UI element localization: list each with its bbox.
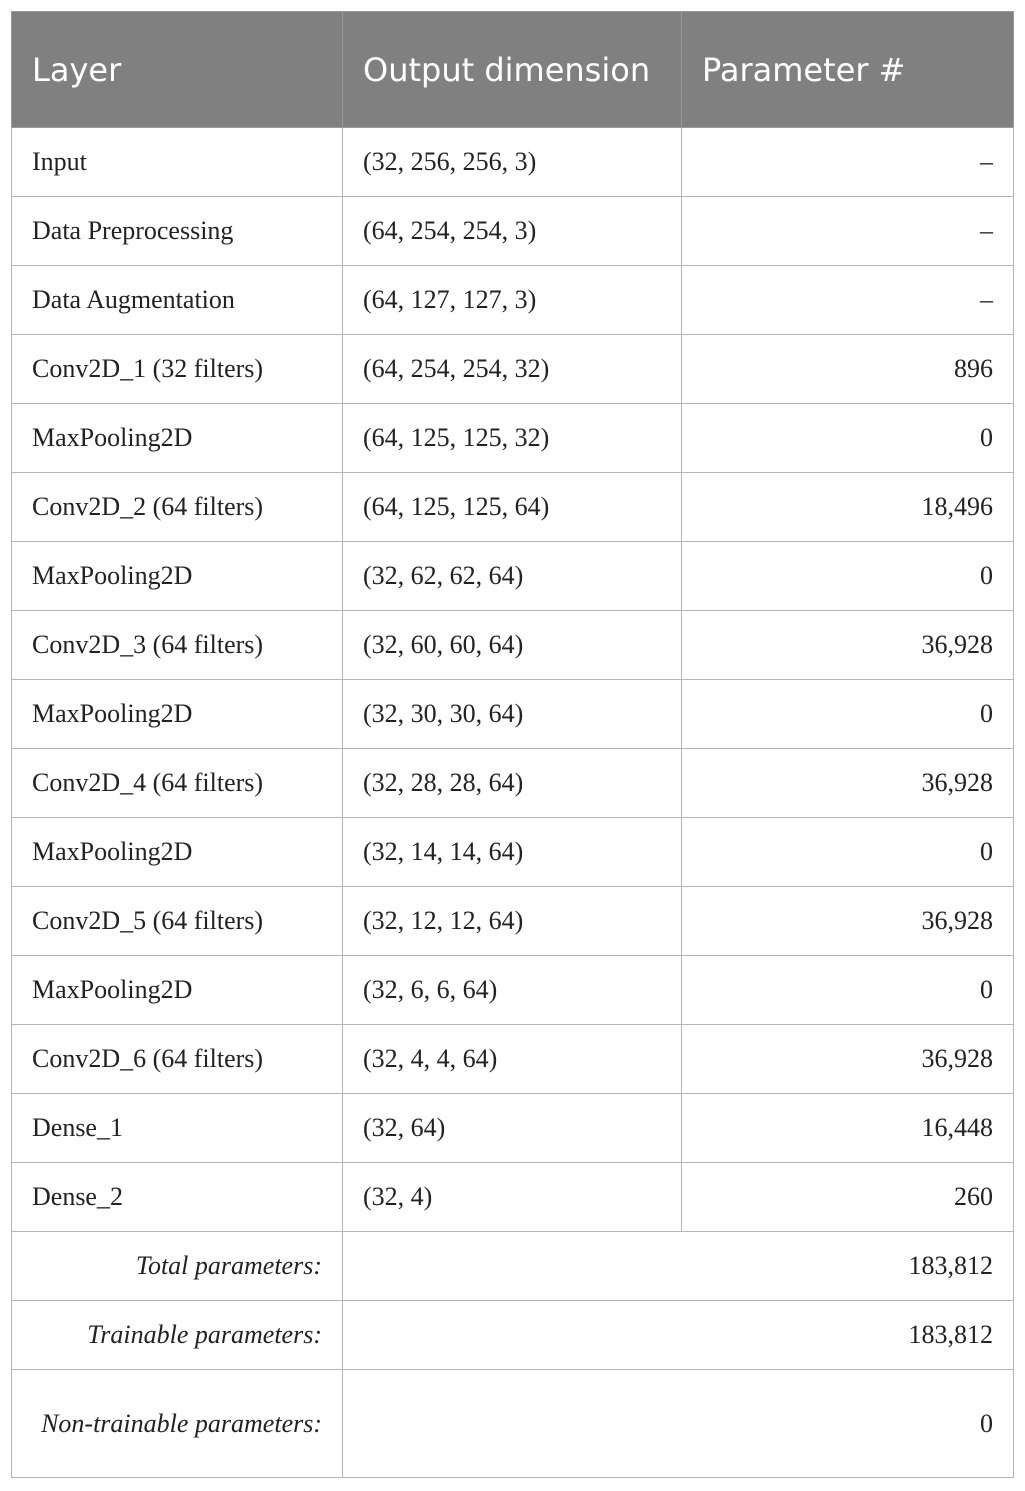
header-parameter-count: Parameter #: [682, 12, 1014, 128]
params-cell: 36,928: [682, 887, 1014, 956]
output-cell: (64, 125, 125, 64): [343, 473, 682, 542]
table-row: [12, 1094, 1014, 1163]
layer-cell: MaxPooling2D: [12, 404, 343, 473]
summary-row-total: [12, 1232, 1014, 1301]
params-cell: –: [682, 197, 1014, 266]
layer-cell: MaxPooling2D: [12, 818, 343, 887]
summary-row-non-trainable: [12, 1370, 1014, 1478]
layer-cell: Conv2D_1 (32 filters): [12, 335, 343, 404]
layer-cell: Dense_2: [12, 1163, 343, 1232]
table-row: [12, 818, 1014, 887]
header-layer: Layer: [12, 12, 343, 128]
table-row: [12, 680, 1014, 749]
table-header: [12, 12, 1014, 128]
output-cell: (64, 125, 125, 32): [343, 404, 682, 473]
summary-row-trainable: [12, 1301, 1014, 1370]
params-cell: 18,496: [682, 473, 1014, 542]
model-summary-table: [11, 11, 1014, 1478]
params-cell: 36,928: [682, 749, 1014, 818]
table-row: [12, 1025, 1014, 1094]
layer-cell: MaxPooling2D: [12, 956, 343, 1025]
layer-cell: Conv2D_6 (64 filters): [12, 1025, 343, 1094]
table-row: [12, 611, 1014, 680]
table-row: [12, 887, 1014, 956]
summary-label: Total parameters:: [12, 1232, 343, 1301]
params-cell: 896: [682, 335, 1014, 404]
layer-cell: MaxPooling2D: [12, 680, 343, 749]
layer-cell: Data Augmentation: [12, 266, 343, 335]
summary-value: 183,812: [343, 1301, 1014, 1370]
output-cell: (32, 4, 4, 64): [343, 1025, 682, 1094]
params-cell: 0: [682, 404, 1014, 473]
table-row: [12, 473, 1014, 542]
layer-cell: Data Preprocessing: [12, 197, 343, 266]
output-cell: (32, 62, 62, 64): [343, 542, 682, 611]
output-cell: (32, 14, 14, 64): [343, 818, 682, 887]
summary-label: Trainable parameters:: [12, 1301, 343, 1370]
table-row: [12, 749, 1014, 818]
table-row: [12, 542, 1014, 611]
output-cell: (32, 6, 6, 64): [343, 956, 682, 1025]
params-cell: 0: [682, 542, 1014, 611]
params-cell: –: [682, 128, 1014, 197]
params-cell: 16,448: [682, 1094, 1014, 1163]
layer-cell: Conv2D_4 (64 filters): [12, 749, 343, 818]
layer-cell: Input: [12, 128, 343, 197]
table-row: [12, 404, 1014, 473]
output-cell: (64, 254, 254, 3): [343, 197, 682, 266]
layer-cell: Conv2D_2 (64 filters): [12, 473, 343, 542]
params-cell: 0: [682, 818, 1014, 887]
output-cell: (64, 127, 127, 3): [343, 266, 682, 335]
output-cell: (32, 64): [343, 1094, 682, 1163]
table-row: [12, 335, 1014, 404]
output-cell: (32, 30, 30, 64): [343, 680, 682, 749]
table-row: [12, 197, 1014, 266]
output-cell: (32, 28, 28, 64): [343, 749, 682, 818]
params-cell: 36,928: [682, 1025, 1014, 1094]
table-row: [12, 266, 1014, 335]
params-cell: 36,928: [682, 611, 1014, 680]
layer-cell: MaxPooling2D: [12, 542, 343, 611]
table-row: [12, 956, 1014, 1025]
params-cell: 0: [682, 680, 1014, 749]
params-cell: –: [682, 266, 1014, 335]
header-row: [12, 12, 1014, 128]
output-cell: (32, 60, 60, 64): [343, 611, 682, 680]
output-cell: (32, 4): [343, 1163, 682, 1232]
layer-cell: Dense_1: [12, 1094, 343, 1163]
output-cell: (32, 12, 12, 64): [343, 887, 682, 956]
header-output-dimension: Output dimension: [343, 12, 682, 128]
output-cell: (32, 256, 256, 3): [343, 128, 682, 197]
summary-value: 183,812: [343, 1232, 1014, 1301]
table-body: [12, 128, 1014, 1478]
output-cell: (64, 254, 254, 32): [343, 335, 682, 404]
params-cell: 0: [682, 956, 1014, 1025]
table-row: [12, 128, 1014, 197]
layer-cell: Conv2D_3 (64 filters): [12, 611, 343, 680]
params-cell: 260: [682, 1163, 1014, 1232]
model-summary-table-container: [11, 11, 1013, 1478]
table-row: [12, 1163, 1014, 1232]
summary-label: Non-trainable parameters:: [12, 1370, 343, 1478]
layer-cell: Conv2D_5 (64 filters): [12, 887, 343, 956]
summary-value: 0: [343, 1370, 1014, 1478]
